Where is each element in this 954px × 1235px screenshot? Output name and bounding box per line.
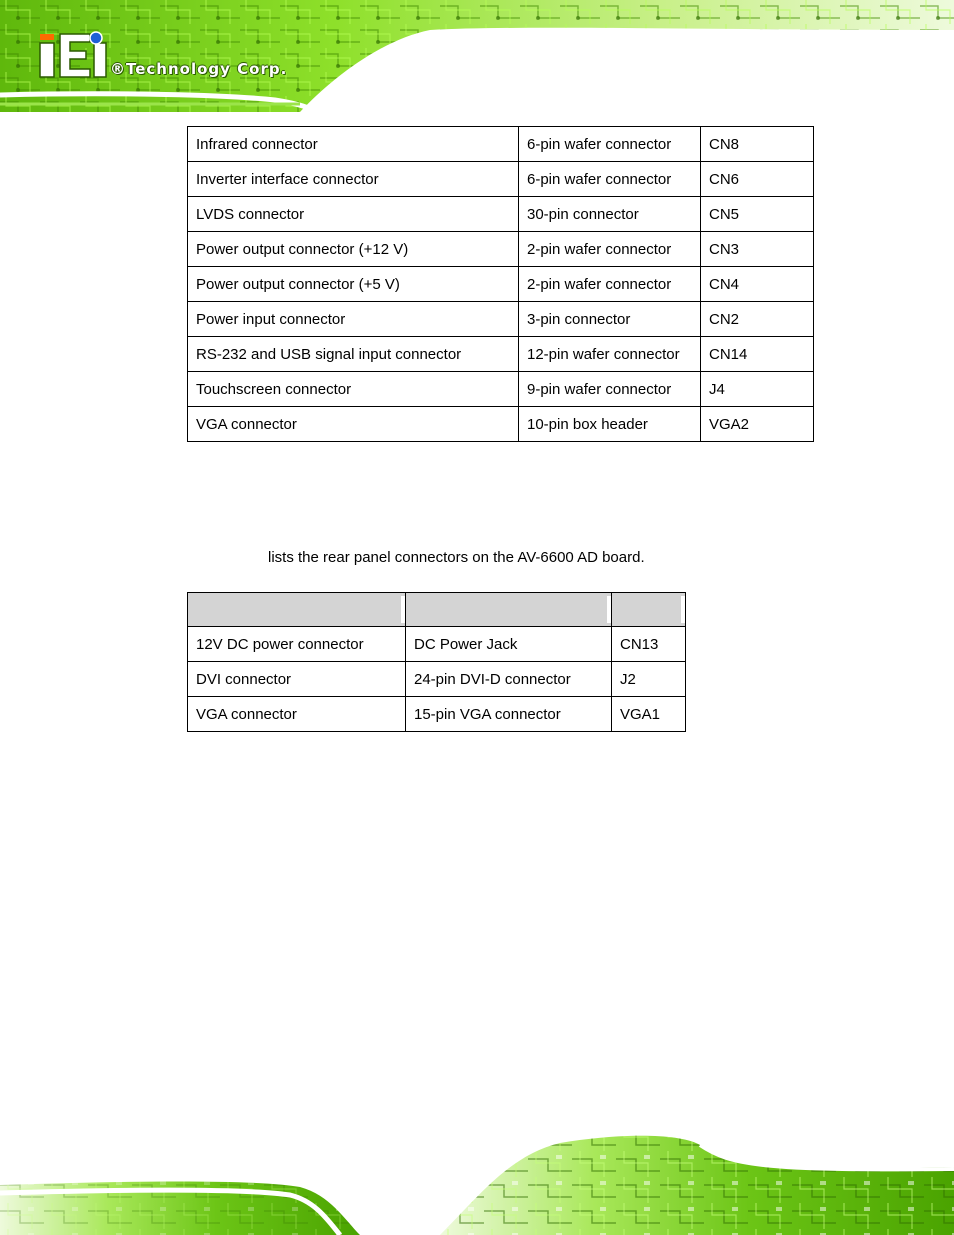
rear-panel-intro-text: lists the rear panel connectors on the AV-6600 AD board. [268,549,645,566]
connector-name-cell: Touchscreen connector [188,372,519,407]
connector-label-cell: VGA1 [612,697,686,732]
connector-type-cell: 2-pin wafer connector [519,267,701,302]
connector-label-cell: CN4 [701,267,814,302]
connector-label-cell: CN8 [701,127,814,162]
table-row [188,372,814,407]
connector-name-cell: DVI connector [188,662,406,697]
table-row [188,627,686,662]
table-row [188,662,686,697]
connector-table-internal [187,126,814,442]
table-row [188,697,686,732]
connector-name-cell: Inverter interface connector [188,162,519,197]
connector-type-cell: 24-pin DVI-D connector [406,662,612,697]
connector-label-cell: CN2 [701,302,814,337]
connector-name-cell: LVDS connector [188,197,519,232]
connector-label-cell: J2 [612,662,686,697]
connector-type-cell: 2-pin wafer connector [519,232,701,267]
connector-type-cell: 3-pin connector [519,302,701,337]
connector-label-cell: CN6 [701,162,814,197]
table-row [188,127,814,162]
table-row [188,197,814,232]
header-cell [406,593,612,627]
connector-label-cell: J4 [701,372,814,407]
connector-table-rear-panel [187,592,686,732]
connector-name-cell: 12V DC power connector [188,627,406,662]
connector-name-cell: Infrared connector [188,127,519,162]
table-row [188,232,814,267]
connector-label-cell: CN14 [701,337,814,372]
table-row [188,337,814,372]
connector-type-cell: 6-pin wafer connector [519,162,701,197]
table-row [188,162,814,197]
table-row [188,302,814,337]
connector-name-cell: Power input connector [188,302,519,337]
connector-type-cell: DC Power Jack [406,627,612,662]
table-row [188,407,814,442]
connector-type-cell: 30-pin connector [519,197,701,232]
connector-type-cell: 10-pin box header [519,407,701,442]
connector-name-cell: VGA connector [188,697,406,732]
table-header-row [188,593,686,627]
logo-text: ®Technology Corp. [110,60,288,78]
connector-name-cell: VGA connector [188,407,519,442]
connector-label-cell: CN5 [701,197,814,232]
connector-type-cell: 6-pin wafer connector [519,127,701,162]
header-cell [188,593,406,627]
connector-label-cell: VGA2 [701,407,814,442]
connector-type-cell: 15-pin VGA connector [406,697,612,732]
header-cell [612,593,686,627]
connector-type-cell: 12-pin wafer connector [519,337,701,372]
connector-name-cell: Power output connector (+12 V) [188,232,519,267]
connector-label-cell: CN3 [701,232,814,267]
connector-label-cell: CN13 [612,627,686,662]
connector-name-cell: RS-232 and USB signal input connector [188,337,519,372]
connector-name-cell: Power output connector (+5 V) [188,267,519,302]
connector-type-cell: 9-pin wafer connector [519,372,701,407]
table-row [188,267,814,302]
footer-banner [0,1125,954,1235]
